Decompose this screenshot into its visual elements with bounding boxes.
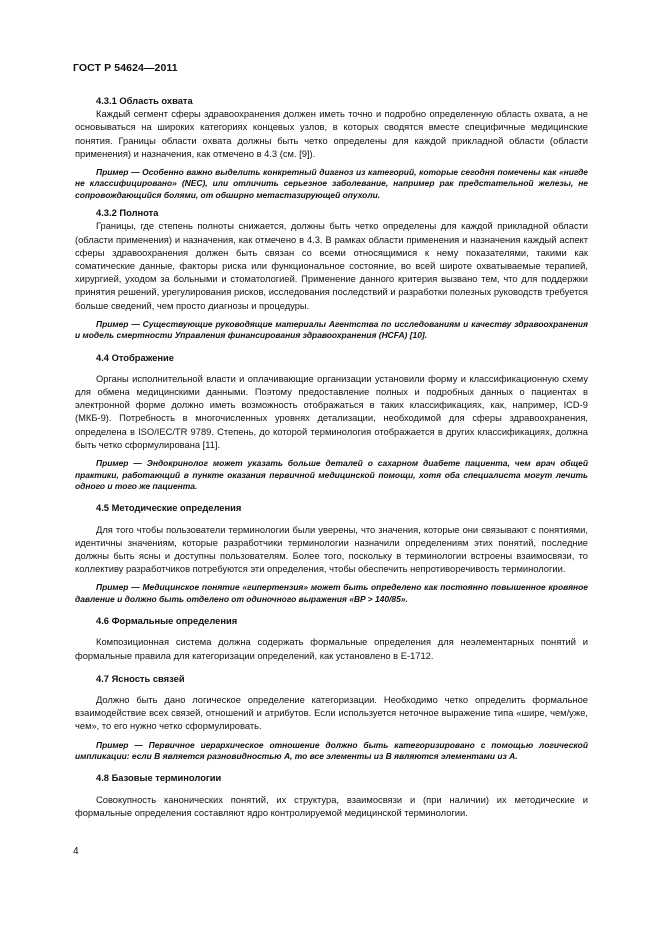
- example-note: Пример — Эндокринолог может указать больше деталей о сахарном диабете пациента, чем врач общей практики, работающий в пункте оказания первичной медицинской помощи, хотя оба специалиста могут лечить одного и того же пациента.: [75, 458, 588, 491]
- section-heading: 4.6 Формальные определения: [96, 616, 238, 627]
- section-paragraph: Композиционная система должна содержать формальные определения для неэлементарных понятий и формальные правила для категоризации определений, как установлено в Е-1712.: [75, 637, 588, 661]
- page-number: 4: [73, 846, 79, 857]
- example-note: Пример — Особенно важно выделить конкретный диагноз из категорий, которые сегодня помечены как «нигде не классифицировано» (NEC), или отличить серьезное заболевание, например рак предстательной железы, не сопровождающийся болями, от обширно метастазирующей опухоли.: [75, 167, 588, 200]
- example-note: Пример — Медицинское понятие «гипертензия» может быть определено как постоянно повышенное кровяное давление и должно быть отделено от одиночного выражения «BP > 140/85».: [75, 582, 588, 604]
- example-note: Пример — Первичное иерархическое отношение должно быть категоризировано с помощью логической импликации: если В является разновидностью А, то все элементы из В являются элементами из А.: [75, 739, 588, 761]
- section-paragraph: Органы исполнительной власти и оплачивающие организации установили форму и классификационную схему для обмена медицинскими данными. Поэтому предоставление полных и подробных данных о пациентах в электронной форме должно иметь возможность отображаться в таких классификациях, как, например, ICD-9 (МКБ-9). Потребность в многочисленных уровнях детализации, необходимой для сферы здравоохранения, определена в ISO/IEC/TR 9789. Степень, до которой терминология отображается в других классификациях, должна быть четко сформулирована [11].: [75, 373, 588, 450]
- section-heading: 4.8 Базовые терминологии: [96, 773, 222, 784]
- section-paragraph: Для того чтобы пользователи терминологии были уверены, что значения, которые они связывают с понятиями, идентичны значениям, которые разработчики терминологии назначили определениям этих понятий, последние должны быть ясны и доступны пользователям. Более того, поскольку в терминологии встроены взаимосвязи, то коллективу разработчиков потребуются эти определения, чтобы обеспечить непротиворечивость терминологии.: [75, 524, 588, 575]
- section-paragraph: Совокупность канонических понятий, их структура, взаимосвязи и (при наличии) их методические и формальные определения составляют ядро контролируемой медицинской терминологии.: [75, 794, 588, 818]
- section-paragraph: Должно быть дано логическое определение категоризации. Необходимо четко определить формальное взаимодействие всех связей, отношений и атрибутов. Если используется неточное выражение типа «шире, чем/уже, чем», то его нужно четко сформулировать.: [75, 694, 588, 732]
- example-note: Пример — Существующие руководящие материалы Агентства по исследованиям и качеству здравоохранения и модель смертности Управления финансирования здравоохранения (HCFA) [10].: [75, 318, 588, 341]
- section-heading: 4.3.2 Полнота: [96, 208, 159, 219]
- document-header: ГОСТ Р 54624—2011: [73, 62, 178, 74]
- section-paragraph: Каждый сегмент сферы здравоохранения должен иметь точно и подробно определенную область охвата, а не основываться на широких категориях концевых узлов, в которых сводятся вместе специфичные медицинские понятия. Границы области охвата должны быть четко определены для каждой прикладной области (области применения) и назначения, как отмечено в 4.3 (см. [9]).: [75, 109, 588, 159]
- section-heading: 4.4 Отображение: [96, 352, 174, 363]
- section-paragraph: Границы, где степень полноты снижается, должны быть четко определены для каждой прикладной области (области применения) и назначения, как отмечено в 4.3. В рамках области применения и назначения каждый аспект сферы здравоохранения должен быть связан со всеми относящимися к нему показателями, такими как соматические данные, факторы риска или функциональное состояние, во всей широте охватываемые терапией, хирургией, уходом за больными и стоматологией. Применение данного критерия вызвано тем, что для поддержки принятия решений, урегулирования рисков, исследования последствий и разработки полезных руководств требуется больше сведений, чем просто диагнозы и процедуры.: [75, 221, 588, 311]
- section-heading: 4.7 Ясность связей: [96, 673, 185, 684]
- section-heading: 4.5 Методические определения: [96, 503, 242, 514]
- document-body: [75, 95, 588, 820]
- section-heading: 4.3.1 Область охвата: [96, 96, 193, 106]
